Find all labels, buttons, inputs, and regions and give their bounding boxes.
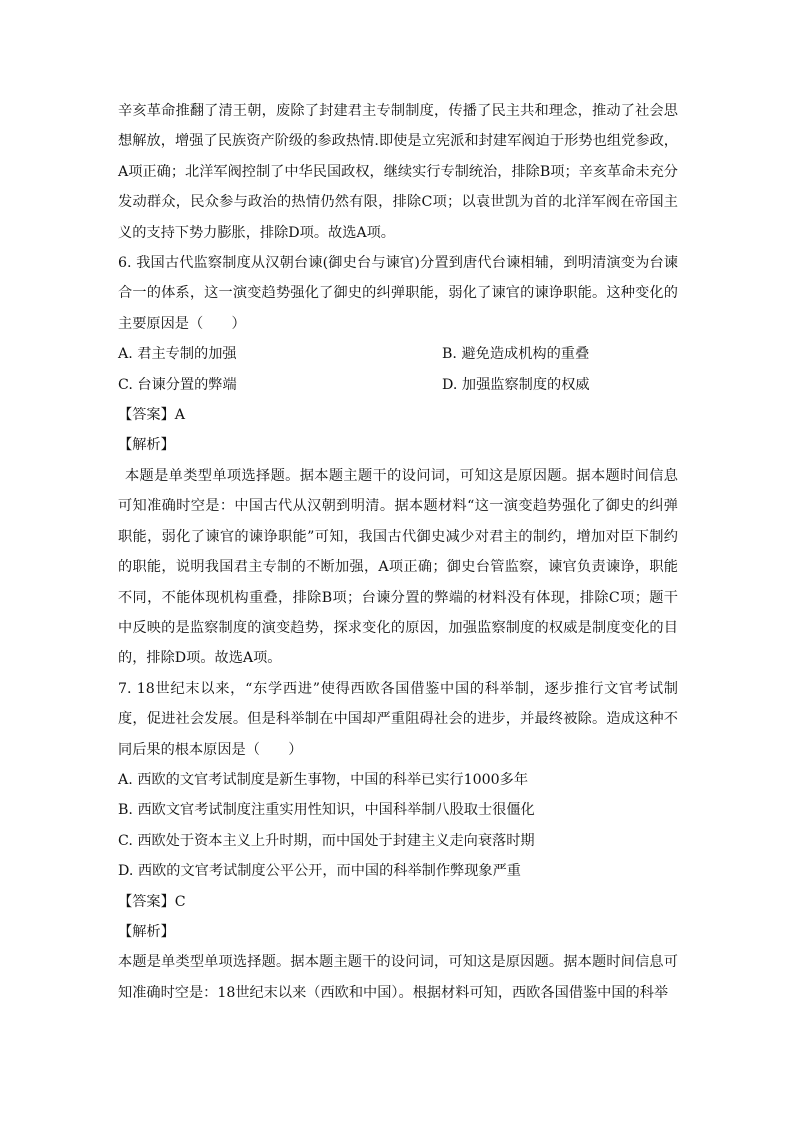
question-7-option-c: C. 西欧处于资本主义上升时期，而中国处于封建主义走向衰落时期 (118, 832, 535, 849)
question-6-stem: 6. 我国古代监察制度从汉朝台谏(御史台与谏官)分置到唐代台谏相辅，到明清演变为台谏合一的体系，这一演变趋势强化了御史的纠弹职能，弱化了谏官的谏诤职能。这种变化的主要原因是（ ） (118, 255, 678, 332)
question-6-option-d: D. 加强监察制度的权威 (442, 376, 590, 393)
question-7 (118, 674, 678, 1008)
question-7-answer: 【答案】C (118, 893, 186, 910)
question-7-option-a: A. 西欧的文官考试制度是新生事物，中国的科举已实行1000多年 (118, 771, 529, 788)
document-page (118, 96, 678, 1008)
question-7-stem: 7. 18世纪末以来，“东学西进”使得西欧各国借鉴中国的科举制，逐步推行文官考试制度，促进社会发展。但是科举制在中国却严重阻碍社会的进步，并最终被除。造成这种不同后果的根本原因是（ ） (118, 680, 678, 758)
question-6-option-b: B. 避免造成机构的重叠 (442, 346, 590, 363)
question-6-answer: 【答案】A (118, 407, 185, 424)
question-6-analysis: 本题是单类型单项选择题。据本题主题干的设问词，可知这是原因题。据本题时间信息可知准确时空是：中国古代从汉朝到明清。据本题材料“这一演变趋势强化了御史的纠弹职能，弱化了谏官的谏诤职能”可知，我国古代御史减少对君主的制约，增加对臣下制约的职能，说明我国君主专制的不断加强，A项正确；御史台管监察，谏官负责谏诤，职能不同，不能体现机构重叠，排除B项；台谏分置的弊端的材料没有体现，排除C项；题干中反映的是监察制度的演变趋势，探求变化的原因，加强监察制度的权威是制度变化的目的，排除D项。故选A项。 (118, 467, 678, 667)
question-6 (118, 248, 678, 674)
question-6-analysis-label: 【解析】 (118, 437, 175, 454)
question-6-option-a: A. 君主专制的加强 (118, 346, 237, 363)
question-7-analysis-label: 【解析】 (118, 923, 175, 940)
question-7-option-d: D. 西欧的文官考试制度公平公开，而中国的科举制作弊现象严重 (118, 863, 521, 880)
question-7-analysis: 本题是单类型单项选择题。据本题主题干的设问词，可知这是原因题。据本题时间信息可知准确时空是：18世纪末以来（西欧和中国）。根据材料可知，西欧各国借鉴中国的科举 (118, 954, 678, 1001)
previous-question-explanation: 辛亥革命推翻了清王朝，废除了封建君主专制制度，传播了民主共和理念，推动了社会思想解放，增强了民族资产阶级的参政热情.即使是立宪派和封建军阀迫于形势也组党参政，A项正确；北洋军阀控制了中华民国政权，继续实行专制统治，排除B项；辛亥革命未充分发动群众，民众参与政治的热情仍然有限，排除C项；以袁世凯为首的北洋军阀在帝国主义的支持下势力膨胀，排除D项。故选A项。 (118, 103, 678, 241)
question-7-option-b: B. 西欧文官考试制度注重实用性知识，中国科举制八股取士很僵化 (118, 802, 535, 819)
question-6-options (118, 339, 678, 400)
question-6-option-c: C. 台谏分置的弊端 (118, 376, 237, 393)
